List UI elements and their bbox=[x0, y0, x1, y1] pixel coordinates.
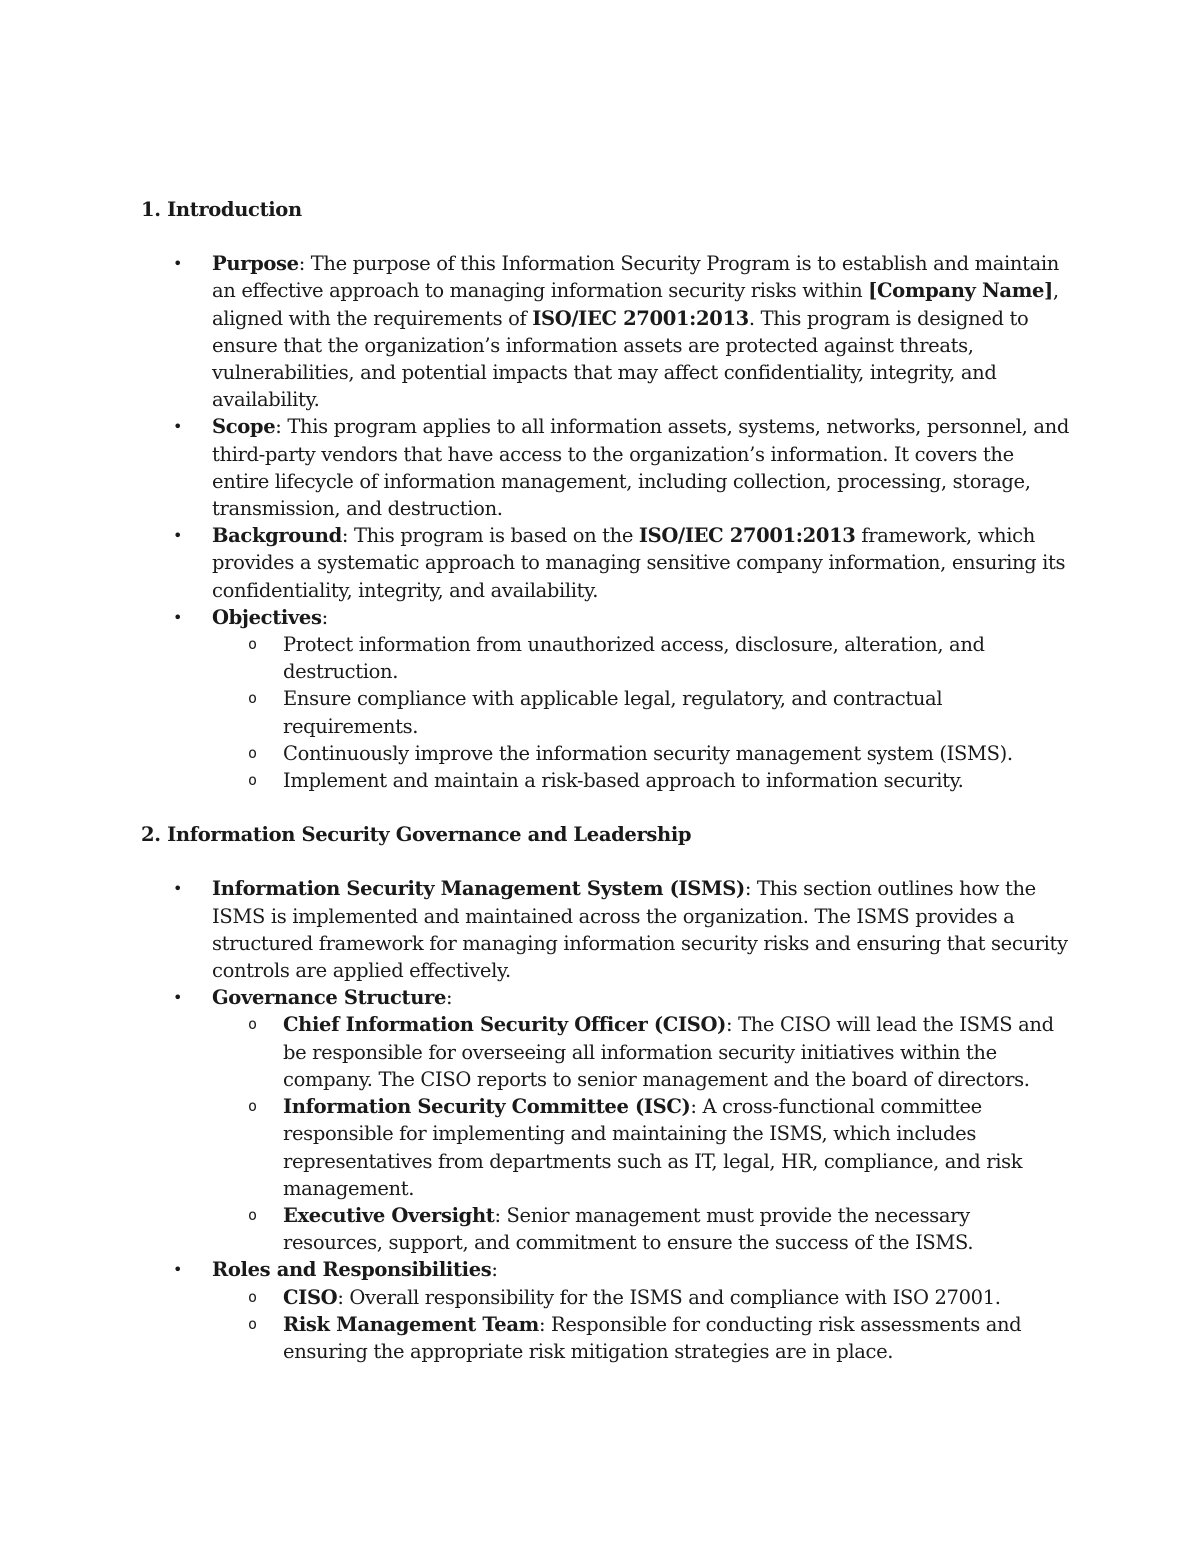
objective-item bbox=[212, 740, 1071, 767]
bullet-icon: • bbox=[173, 417, 183, 437]
circle-bullet-icon: o bbox=[248, 635, 257, 654]
list-item-governance-structure bbox=[141, 984, 1071, 1256]
bullet-icon: • bbox=[173, 988, 183, 1008]
background-text-a: : This program is based on the bbox=[341, 524, 639, 548]
circle-bullet-icon: o bbox=[248, 1287, 257, 1306]
list-item-isms bbox=[141, 875, 1071, 984]
objectives-colon: : bbox=[321, 605, 328, 629]
governance-item-label: Chief Information Security Officer (CISO) bbox=[283, 1013, 726, 1037]
section-heading-introduction: 1. Introduction bbox=[141, 198, 302, 221]
role-item-text: : Responsible for conducting risk assessments and ensuring the appropriate risk mitigation strategies are in place. bbox=[283, 1312, 1022, 1363]
governance-item-text: : A cross-functional committee responsible for implementing and maintaining the ISMS, which includes representatives from departments such as IT, legal, HR, compliance, and risk management. bbox=[283, 1095, 1023, 1200]
role-item-ciso bbox=[212, 1284, 1071, 1311]
objective-text: Ensure compliance with applicable legal, regulatory, and contractual requirements. bbox=[283, 687, 943, 738]
objective-text: Continuously improve the information security management system (ISMS). bbox=[283, 741, 1013, 765]
iso-standard-ref: ISO/IEC 27001:2013 bbox=[532, 306, 749, 330]
scope-text: : This program applies to all information assets, systems, networks, personnel, and third-party vendors that have access to the organization’s information. It covers the entire lifecycle of information management, including collection, processing, storage, transmission, and destruction. bbox=[212, 415, 1069, 521]
iso-standard-ref: ISO/IEC 27001:2013 bbox=[638, 524, 856, 548]
role-item-label: Risk Management Team bbox=[283, 1312, 539, 1336]
introduction-list bbox=[141, 250, 1071, 794]
bullet-icon: • bbox=[173, 607, 183, 627]
isms-text: : This section outlines how the ISMS is implemented and maintained across the organization. The ISMS provides a structured framework for managing information security risks and ensuring that security controls are applied effectively. bbox=[212, 877, 1068, 983]
isms-label: Information Security Management System (ISMS) bbox=[212, 877, 745, 901]
circle-bullet-icon: o bbox=[248, 1205, 257, 1224]
objective-text: Implement and maintain a risk-based approach to information security. bbox=[283, 769, 964, 793]
objective-item bbox=[212, 767, 1071, 794]
objective-text: Protect information from unauthorized access, disclosure, alteration, and destruction. bbox=[283, 633, 985, 684]
objective-item bbox=[212, 631, 1071, 685]
role-item-label: CISO bbox=[283, 1285, 338, 1309]
roles-label: Roles and Responsibilities bbox=[212, 1258, 492, 1282]
circle-bullet-icon: o bbox=[248, 743, 257, 762]
role-item-text: : Overall responsibility for the ISMS and compliance with ISO 27001. bbox=[337, 1285, 1001, 1309]
document-page bbox=[141, 196, 1071, 1365]
circle-bullet-icon: o bbox=[248, 1097, 257, 1116]
bullet-icon: • bbox=[173, 254, 183, 274]
objective-item bbox=[212, 685, 1071, 739]
list-item-background bbox=[141, 522, 1071, 604]
governance-item-executive bbox=[212, 1202, 1071, 1256]
governance-item-label: Executive Oversight bbox=[283, 1203, 495, 1227]
purpose-text-b: , aligned with the requirements of bbox=[212, 279, 1059, 330]
governance-item-isc bbox=[212, 1093, 1071, 1202]
circle-bullet-icon: o bbox=[248, 771, 257, 790]
governance-item-text: : Senior management must provide the necessary resources, support, and commitment to ensure the success of the ISMS. bbox=[283, 1203, 974, 1255]
governance-item-ciso bbox=[212, 1011, 1071, 1093]
scope-label: Scope bbox=[212, 415, 276, 439]
objectives-label: Objectives bbox=[212, 605, 322, 629]
purpose-text-a: : The purpose of this Information Security Program is to establish and maintain an effective approach to managing information security risks within bbox=[212, 252, 1059, 303]
circle-bullet-icon: o bbox=[248, 1015, 257, 1034]
company-name-placeholder: [Company Name] bbox=[868, 279, 1053, 303]
section-heading-governance: 2. Information Security Governance and Leadership bbox=[141, 823, 692, 847]
list-item-scope bbox=[141, 413, 1071, 522]
roles-sublist bbox=[212, 1284, 1071, 1366]
background-text-b: framework, which provides a systematic approach to managing sensitive company information, ensuring its confidentiality, integrity, and availability. bbox=[212, 524, 1066, 602]
bullet-icon: • bbox=[173, 526, 183, 546]
governance-item-text: : The CISO will lead the ISMS and be responsible for overseeing all information security initiatives within the company. The CISO reports to senior management and the board of directors. bbox=[283, 1013, 1054, 1091]
background-label: Background bbox=[212, 524, 342, 548]
role-item-risk-team bbox=[212, 1311, 1071, 1365]
purpose-text-c: . This program is designed to ensure that the organization’s information assets are protected against threats, vulnerabilities, and potential impacts that may affect confidentiality, integrity, and availability. bbox=[212, 306, 1029, 412]
roles-colon: : bbox=[491, 1258, 498, 1282]
bullet-icon: • bbox=[173, 1260, 183, 1280]
governance-sublist bbox=[212, 1011, 1071, 1256]
list-item-objectives bbox=[141, 604, 1071, 794]
governance-structure-label: Governance Structure bbox=[212, 986, 447, 1010]
governance-list bbox=[141, 875, 1071, 1365]
purpose-label: Purpose bbox=[212, 252, 299, 276]
circle-bullet-icon: o bbox=[248, 689, 257, 708]
list-item-purpose bbox=[141, 250, 1071, 413]
circle-bullet-icon: o bbox=[248, 1314, 257, 1333]
governance-colon: : bbox=[446, 986, 453, 1010]
governance-item-label: Information Security Committee (ISC) bbox=[283, 1095, 691, 1119]
objectives-sublist bbox=[212, 631, 1071, 794]
list-item-roles bbox=[141, 1256, 1071, 1365]
bullet-icon: • bbox=[173, 879, 183, 899]
